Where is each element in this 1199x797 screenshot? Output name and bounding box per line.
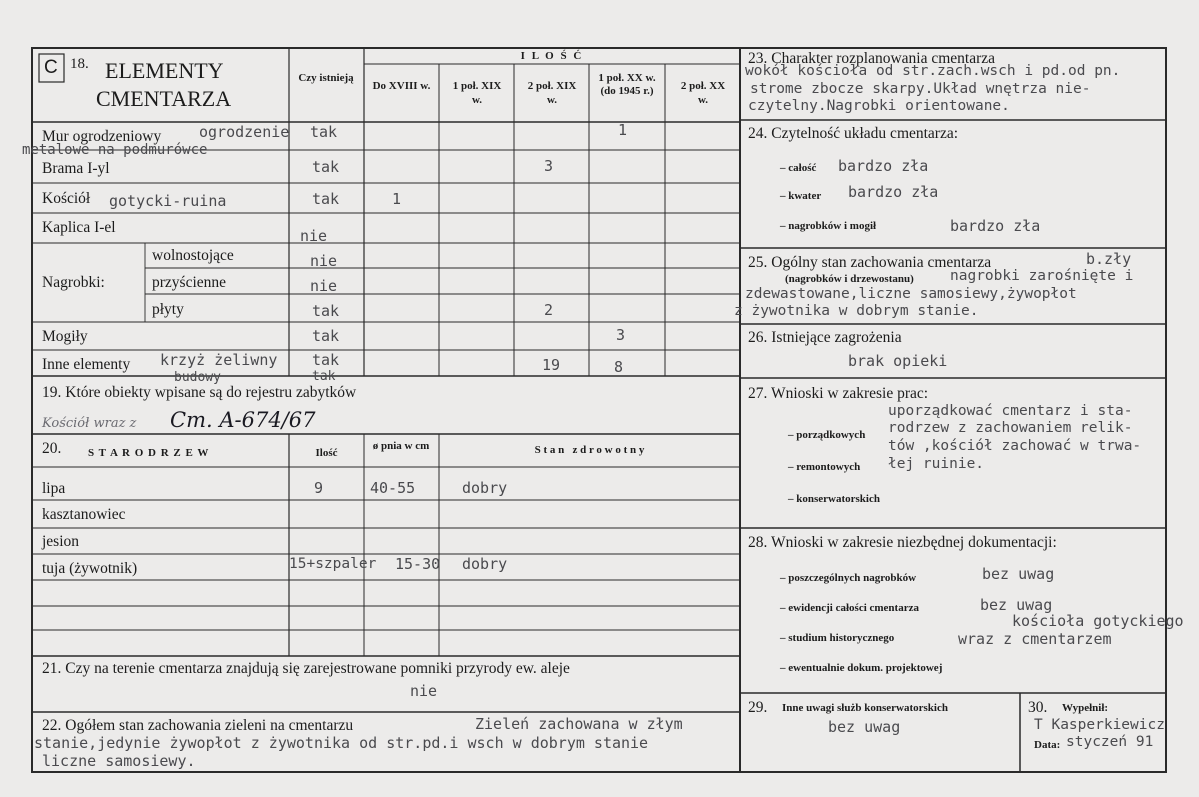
section-21-answer: nie	[410, 682, 438, 700]
row-sub-wolnostojace: wolnostojące	[152, 247, 234, 264]
tree-diam-1: 40-55	[370, 479, 416, 497]
row-note2-inne: budowy	[174, 370, 221, 385]
works-text-3: tów ,kościół zachować w trwa-	[888, 438, 1142, 454]
tree-state-1: dobry	[462, 479, 508, 497]
section-26-label: 26. Istniejące zagrożenia	[748, 329, 902, 346]
row-label-brama: Brama I-yl	[42, 160, 110, 177]
handwritten-register-number: Cm. A-674/67	[170, 408, 316, 432]
readability-graves-value: bardzo zła	[950, 217, 1041, 235]
col-header-xx2: 2 poł. XX w.	[680, 80, 726, 106]
readability-quarters-value: bardzo zła	[848, 183, 939, 201]
row-v1-kosciol: 1	[392, 190, 402, 208]
tree-count-4: 15+szpaler	[289, 556, 377, 572]
docs-inventory-label: – ewidencji całości cmentarza	[780, 602, 919, 614]
section-title-line1: ELEMENTY	[105, 58, 224, 83]
works-conservation-label: – konserwatorskich	[788, 493, 880, 505]
section-21-label: 21. Czy na terenie cmentarza znajdują się zarejestrowane pomniki przyrody ew. aleje	[42, 660, 570, 677]
readability-graves-label: – nagrobków i mogił	[780, 220, 877, 232]
section-code: C	[44, 57, 58, 78]
section-22-label: 22. Ogółem stan zachowania zieleni na cmentarzu	[42, 717, 354, 734]
section-23-line-1: wokół kościoła od str.zach.wsch i pd.od pn.	[745, 63, 1121, 79]
row-exists-mogily: tak	[312, 327, 340, 345]
row-exists-mur: tak	[310, 123, 338, 141]
section-29-label: Inne uwagi służb konserwatorskich	[782, 702, 948, 714]
readability-whole-label: – całość	[780, 162, 817, 174]
row-exists-plyty: tak	[312, 302, 340, 320]
section-25-sublabel: (nagrobków i drzewostanu)	[785, 273, 914, 285]
row-v4-mur: 1	[618, 121, 628, 139]
row-v4-mogily: 3	[616, 326, 626, 344]
col-header-xix2: 2 poł. XIX w.	[527, 80, 577, 106]
works-text-1: uporządkować cmentarz i sta-	[888, 403, 1133, 419]
row-exists2-inne: tak	[312, 369, 336, 384]
section-22-answer-1: Zieleń zachowana w złym	[475, 715, 683, 733]
section-25-value-4: z żywotnika w dobrym stanie.	[734, 303, 979, 319]
docs-inventory-value: bez uwag	[980, 596, 1053, 614]
section-19-label: 19. Które obiekty wpisane są do rejestru zabytków	[42, 384, 357, 401]
row-v3-brama: 3	[544, 157, 554, 175]
row-v3-plyty: 2	[544, 301, 554, 319]
row-sub-plyty: płyty	[152, 301, 184, 318]
readability-whole-value: bardzo zła	[838, 157, 929, 175]
row-sub-przyscienne: przyścienne	[152, 274, 227, 291]
ilosc-header: I L O Ś Ć	[520, 50, 584, 62]
section-25-value-3: zdewastowane,liczne samosiewy,żywopłot	[745, 286, 1077, 302]
readability-quarters-label: – kwater	[780, 190, 822, 202]
docs-graves-value: bez uwag	[982, 565, 1055, 583]
row-label-mogily: Mogiły	[42, 328, 88, 345]
col-exists-header: Czy istnieją	[298, 72, 354, 84]
col-count-header: Ilość	[315, 447, 338, 459]
works-cleanup-label: – porządkowych	[788, 429, 866, 441]
row-note2-mur: metalowe na podmurówce	[22, 142, 208, 158]
section-30-number: 30.	[1028, 699, 1048, 716]
tree-name-3: jesion	[42, 533, 80, 550]
row-label-kosciol: Kościół	[42, 190, 91, 207]
section-30-label: Wypełnił:	[1062, 702, 1109, 714]
section-23-line-3: czytelny.Nagrobki orientowane.	[748, 98, 1010, 114]
section-25-value-2: nagrobki zarośnięte i	[950, 268, 1134, 284]
section-25-value-1: b.zły	[1086, 250, 1132, 268]
tree-name-2: kasztanowiec	[42, 506, 126, 523]
row-label-nagrobki: Nagrobki:	[42, 274, 105, 291]
works-text-2: rodrzew z zachowaniem relik-	[888, 420, 1133, 436]
tree-name-4: tuja (żywotnik)	[42, 560, 138, 577]
row-exists-kosciol: tak	[312, 190, 340, 208]
col-header-xix1: 1 poł. XIX w.	[452, 80, 502, 106]
row-note-inne: krzyż żeliwny	[160, 351, 278, 369]
handwritten-note-1: Kościół wraz z	[42, 416, 137, 431]
row-note-kosciol: gotycki-ruina	[109, 192, 227, 210]
row-exists-inne: tak	[312, 351, 340, 369]
row-exists-kaplica: nie	[300, 227, 328, 245]
row-exists-brama: tak	[312, 158, 340, 176]
row-note-mur: ogrodzenie	[199, 123, 290, 141]
date-value: styczeń 91	[1066, 734, 1154, 750]
section-22-answer-2: stanie,jedynie żywopłot z żywotnika od str.pd.i wsch w dobrym stanie	[34, 734, 649, 752]
docs-history-label: – studium historycznego	[780, 632, 895, 644]
date-label: Data:	[1034, 739, 1061, 751]
col-diameter-header: ø pnia w cm	[372, 440, 430, 452]
filled-by-name: T Kasperkiewicz	[1034, 717, 1165, 733]
docs-graves-label: – poszczególnych nagrobków	[780, 572, 917, 584]
section-20-number: 20.	[42, 440, 62, 457]
section-28-label: 28. Wnioski w zakresie niezbędnej dokumentacji:	[748, 534, 1057, 551]
tree-state-4: dobry	[462, 555, 508, 573]
row-exists-przyscienne: nie	[310, 277, 338, 295]
row-v4-inne: 8	[614, 358, 624, 376]
section-23-label: 23. Charakter rozplanowania cmentarza	[748, 50, 996, 67]
section-24-label: 24. Czytelność układu cmentarza:	[748, 125, 959, 142]
works-renovation-label: – remontowych	[788, 461, 861, 473]
row-exists-wolnostojace: nie	[310, 252, 338, 270]
section-20-title: S T A R O D R Z E W	[88, 447, 210, 459]
row-label-mur: Mur ogrodzeniowy	[42, 128, 162, 145]
col-header-xviii: Do XVIII w.	[372, 80, 431, 92]
col-state-header: S t a n z d r o w o t n y	[534, 444, 645, 456]
section-title-line2: CMENTARZA	[96, 86, 232, 111]
tree-name-1: lipa	[42, 480, 66, 497]
row-v3-inne: 19	[542, 356, 561, 374]
section-27-label: 27. Wnioski w zakresie prac:	[748, 385, 929, 402]
section-29-number: 29.	[748, 699, 768, 716]
section-25-label: 25. Ogólny stan zachowania cmentarza	[748, 254, 992, 271]
row-label-inne: Inne elementy	[42, 356, 131, 373]
section-26-value: brak opieki	[848, 352, 948, 370]
section-number: 18.	[70, 56, 89, 72]
row-label-kaplica: Kaplica I-el	[42, 219, 116, 236]
docs-history-value-1: kościoła gotyckiego	[1012, 612, 1184, 630]
col-header-xx1: 1 poł. XX w. (do 1945 r.)	[598, 72, 656, 98]
docs-project-label: – ewentualnie dokum. projektowej	[780, 662, 943, 674]
section-23-line-2: strome zbocze skarpy.Układ wnętrza nie-	[750, 81, 1091, 97]
tree-diam-4: 15-30	[395, 555, 441, 573]
section-29-value: bez uwag	[828, 718, 901, 736]
section-22-answer-3: liczne samosiewy.	[42, 752, 196, 770]
docs-history-value-2: wraz z cmentarzem	[958, 630, 1112, 648]
tree-count-1: 9	[314, 479, 324, 497]
works-text-4: łej ruinie.	[888, 456, 985, 472]
